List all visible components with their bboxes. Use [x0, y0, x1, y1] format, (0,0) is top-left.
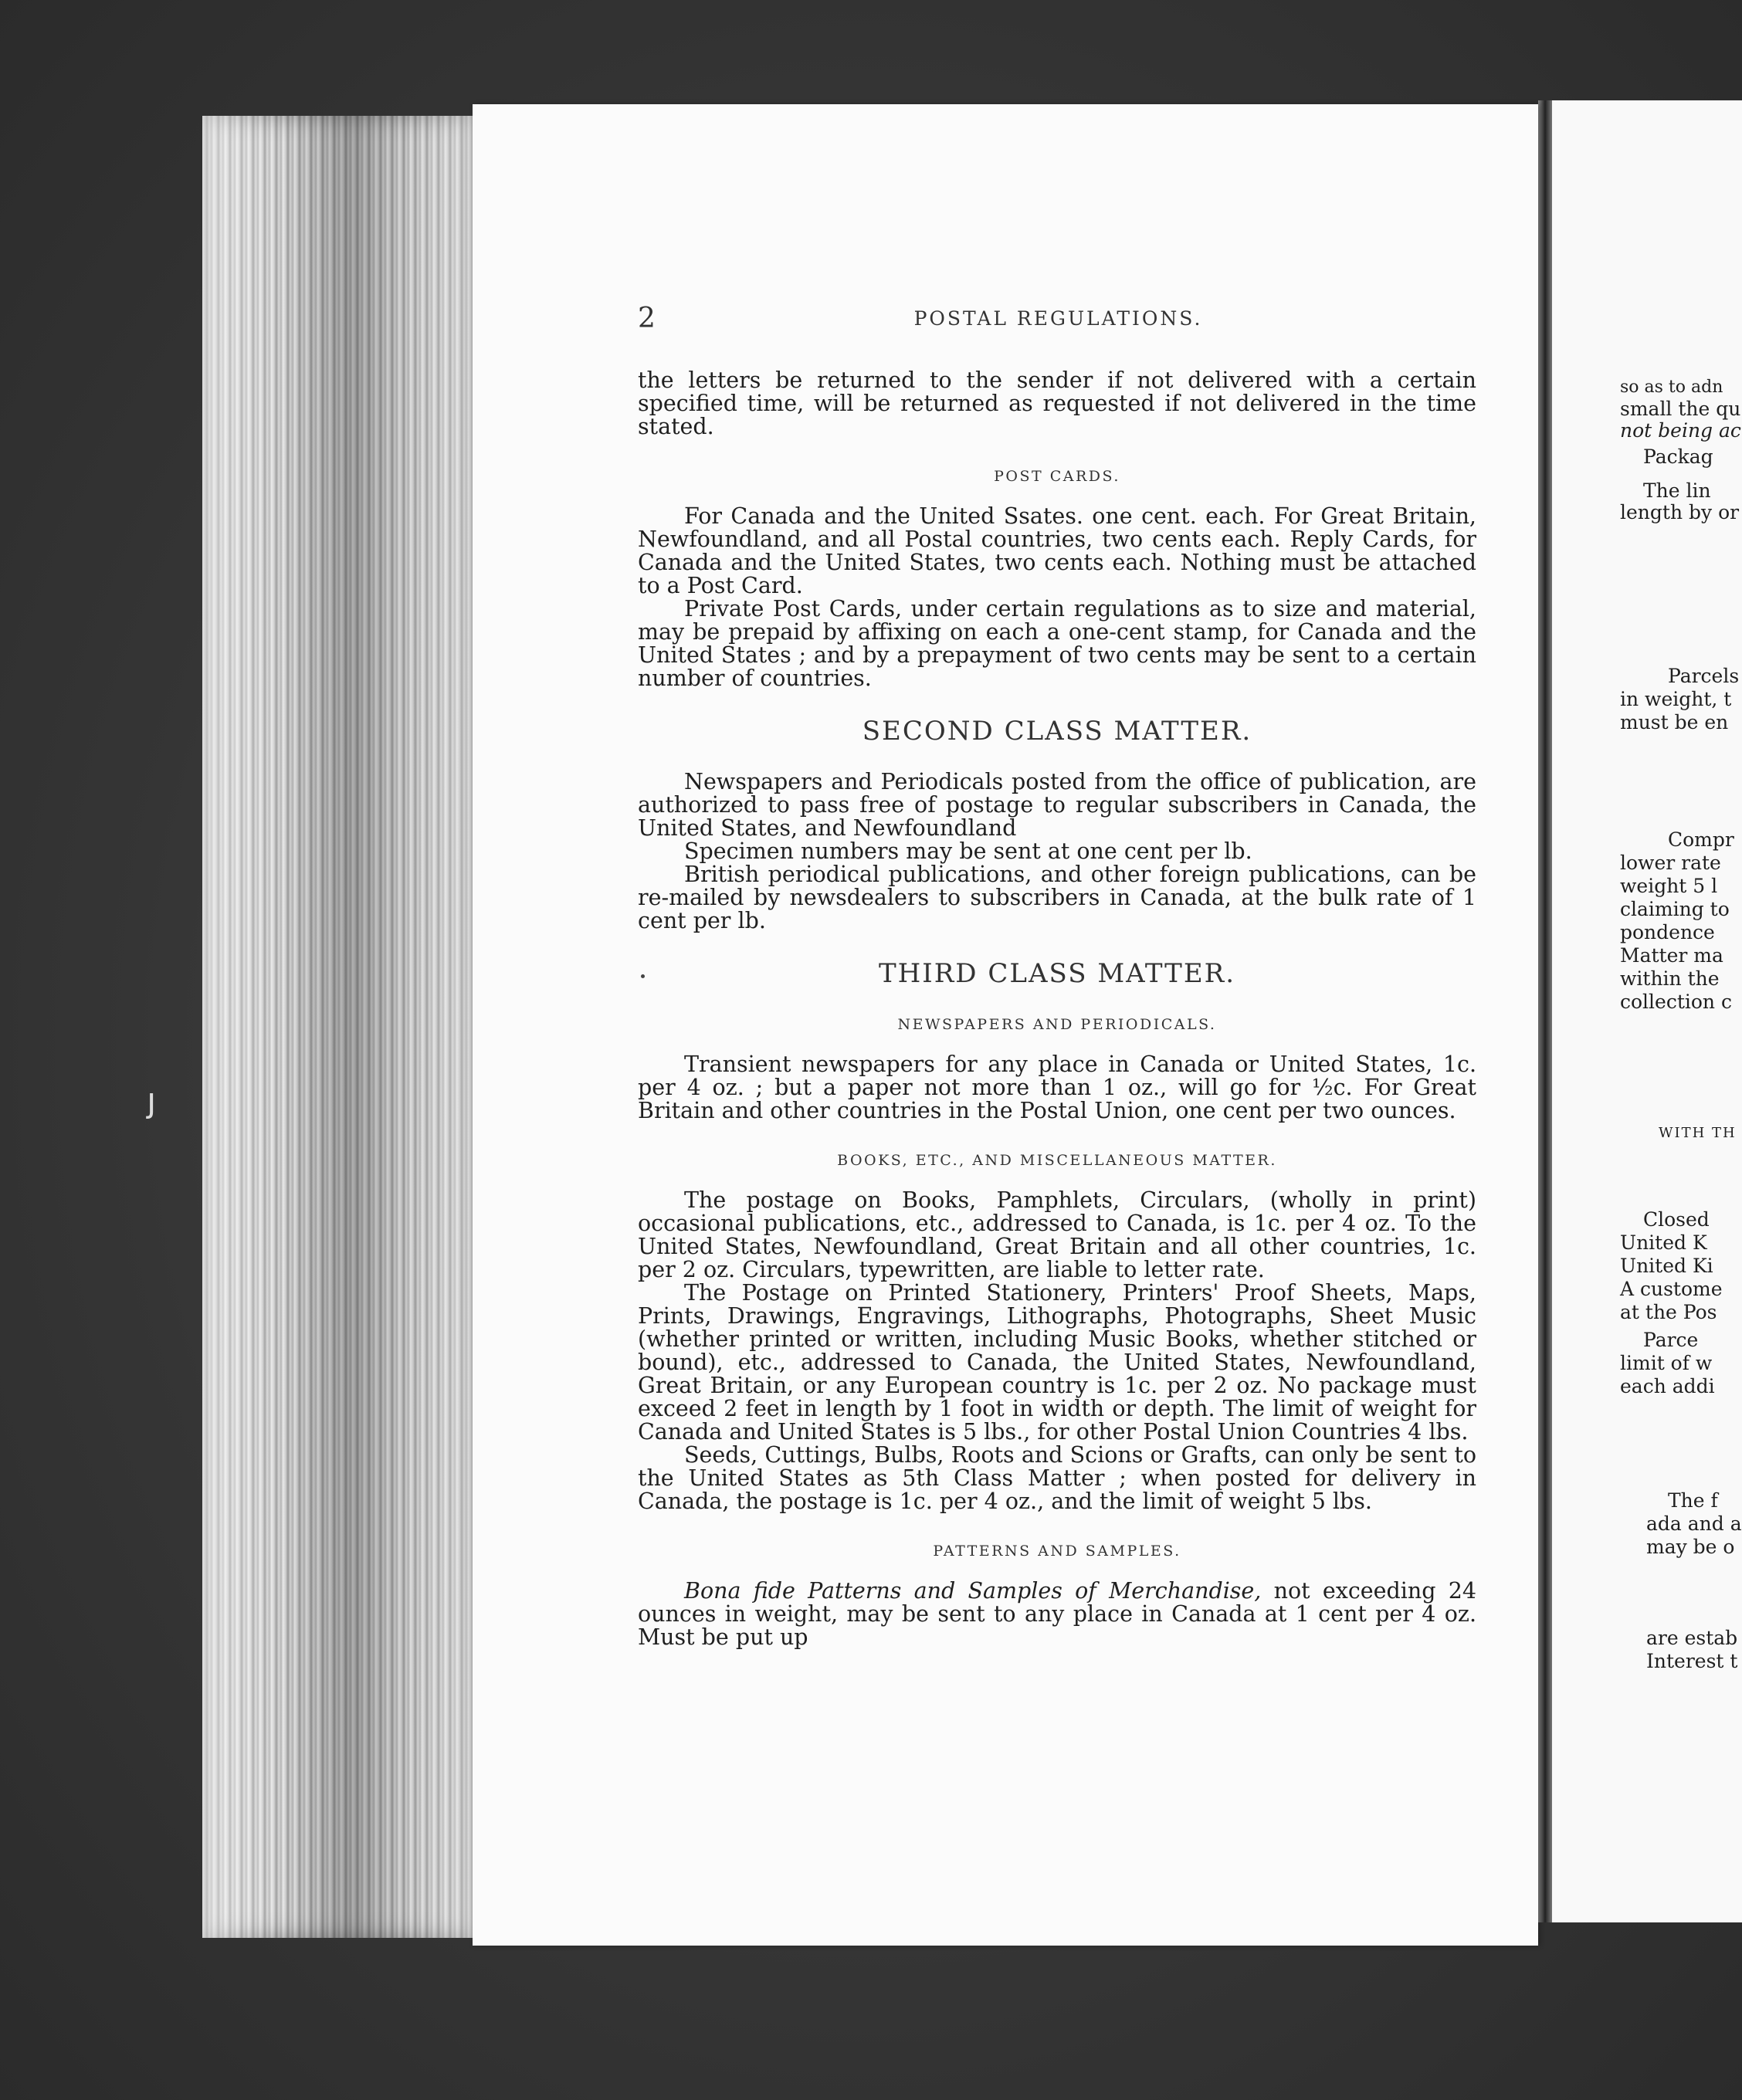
second-class-paragraph: British periodical publications, and other foreign publications, can be re-mailed by newsdealers to subscribers in Canada, at the bulk rate of 1 cent per lb.	[638, 862, 1476, 933]
right-line: collection c	[1620, 991, 1732, 1013]
second-class-heading: SECOND CLASS MATTER.	[862, 716, 1252, 747]
right-line: small the qu	[1620, 398, 1741, 420]
page-number: 2	[638, 303, 656, 334]
right-line: lower rate	[1620, 852, 1721, 874]
right-line: Closed	[1643, 1208, 1710, 1231]
right-line: must be en	[1620, 711, 1729, 733]
right-line: Interest t	[1646, 1650, 1738, 1672]
books-paragraph: Seeds, Cuttings, Bulbs, Roots and Scions or Grafts, can only be sent to the United States as 5th Class Matter ; when posted for delivery in Canada, the postage is 1c. per 4 oz., and the limit of weight 5 lbs.	[638, 1442, 1476, 1514]
page-edges-stack	[202, 116, 473, 1938]
dust-speck: ȷ	[147, 1081, 157, 1120]
right-line: WITH TH	[1659, 1125, 1737, 1141]
right-line: weight 5 l	[1620, 875, 1718, 897]
running-head: POSTAL REGULATIONS.	[913, 307, 1203, 330]
page-body	[638, 369, 1476, 1649]
ink-dot	[641, 974, 645, 978]
patterns-text: not exceeding 24 ounces in weight, may be sent to any place in Canada at 1 cent per 4 oz. Must be put up	[638, 1578, 1476, 1650]
right-line: length by or	[1620, 501, 1740, 523]
right-line: may be o	[1646, 1536, 1735, 1558]
right-line: Parcels	[1668, 665, 1740, 687]
right-line: Packag	[1643, 445, 1713, 468]
right-line: are estab	[1646, 1627, 1738, 1649]
second-class-paragraph: Newspapers and Periodicals posted from the office of publication, are authorized to pass free of postage to regular subscribers in Canada, the United States, and Newfoundland	[638, 769, 1476, 841]
right-line: in weight, t	[1620, 688, 1732, 710]
right-line: at the Pos	[1620, 1301, 1717, 1323]
intro-paragraph: the letters be returned to the sender if not delivered with a certain specified time, will be returned as requested if not delivered in the time stated.	[638, 368, 1476, 439]
patterns-paragraph	[638, 1580, 1476, 1649]
books-heading: BOOKS, ETC., AND MISCELLANEOUS MATTER.	[837, 1152, 1277, 1169]
right-line: United K	[1620, 1231, 1707, 1254]
right-line: The f	[1668, 1489, 1718, 1512]
right-line: limit of w	[1620, 1352, 1713, 1374]
book-gutter	[1538, 100, 1552, 1922]
right-line: A custome	[1620, 1278, 1723, 1300]
right-line: The lin	[1643, 479, 1711, 502]
newspapers-heading: NEWSPAPERS AND PERIODICALS.	[897, 1016, 1217, 1033]
right-line: not being ac	[1620, 419, 1741, 442]
right-line: so as to adn	[1620, 378, 1723, 397]
books-paragraph: The Postage on Printed Stationery, Printers' Proof Sheets, Maps, Prints, Drawings, Engravings, Lithographs, Photographs, Sheet Music (whether printed or written, including Music Books, whether stitched or bound), etc., addressed to Canada, the United States, Newfoundland, Great Britain, or any European country is 1c. per 2 oz. No package must exceed 2 feet in length by 1 foot in width or depth. The limit of weight for Canada and United States is 5 lbs., for other Postal Union Countries 4 lbs.	[638, 1280, 1476, 1445]
right-line: claiming to	[1620, 898, 1730, 920]
right-line: Parce	[1643, 1329, 1699, 1351]
right-line: ada and a	[1646, 1512, 1742, 1535]
patterns-heading: PATTERNS AND SAMPLES.	[933, 1543, 1181, 1560]
right-line: within the	[1620, 967, 1720, 990]
books-paragraph: The postage on Books, Pamphlets, Circulars, (wholly in print) occasional publications, etc., addressed to Canada, is 1c. per 4 oz. To the United States, Newfoundland, Great Britain and all other countries, 1c. per 2 oz. Circulars, typewritten, are liable to letter rate.	[638, 1187, 1476, 1282]
right-line: each addi	[1620, 1375, 1715, 1397]
patterns-emphasis: Bona fide Patterns and Samples of Merchandise,	[684, 1578, 1262, 1604]
right-line: Compr	[1668, 828, 1734, 851]
second-class-paragraph: Specimen numbers may be sent at one cent per lb.	[684, 838, 1252, 864]
third-class-heading: THIRD CLASS MATTER.	[878, 958, 1236, 989]
post-cards-paragraph: Private Post Cards, under certain regulations as to size and material, may be prepaid by affixing on each a one-cent stamp, for Canada and the United States ; and by a prepayment of two cents may be sent to a certain number of countries.	[638, 596, 1476, 691]
right-line: Matter ma	[1620, 944, 1723, 967]
post-cards-paragraph: For Canada and the United Ssates. one cent. each. For Great Britain, Newfoundland, and all Postal countries, two cents each. Reply Cards, for Canada and the United States, two cents each. Nothing must be attached to a Post Card.	[638, 503, 1476, 598]
right-line: United Ki	[1620, 1255, 1713, 1277]
right-line: pondence	[1620, 921, 1715, 943]
post-cards-heading: POST CARDS.	[994, 468, 1120, 485]
newspapers-paragraph: Transient newspapers for any place in Canada or United States, 1c. per 4 oz. ; but a paper not more than 1 oz., will go for ½c. For Great Britain and other countries in the Postal Union, one cent per two ounces.	[638, 1052, 1476, 1123]
